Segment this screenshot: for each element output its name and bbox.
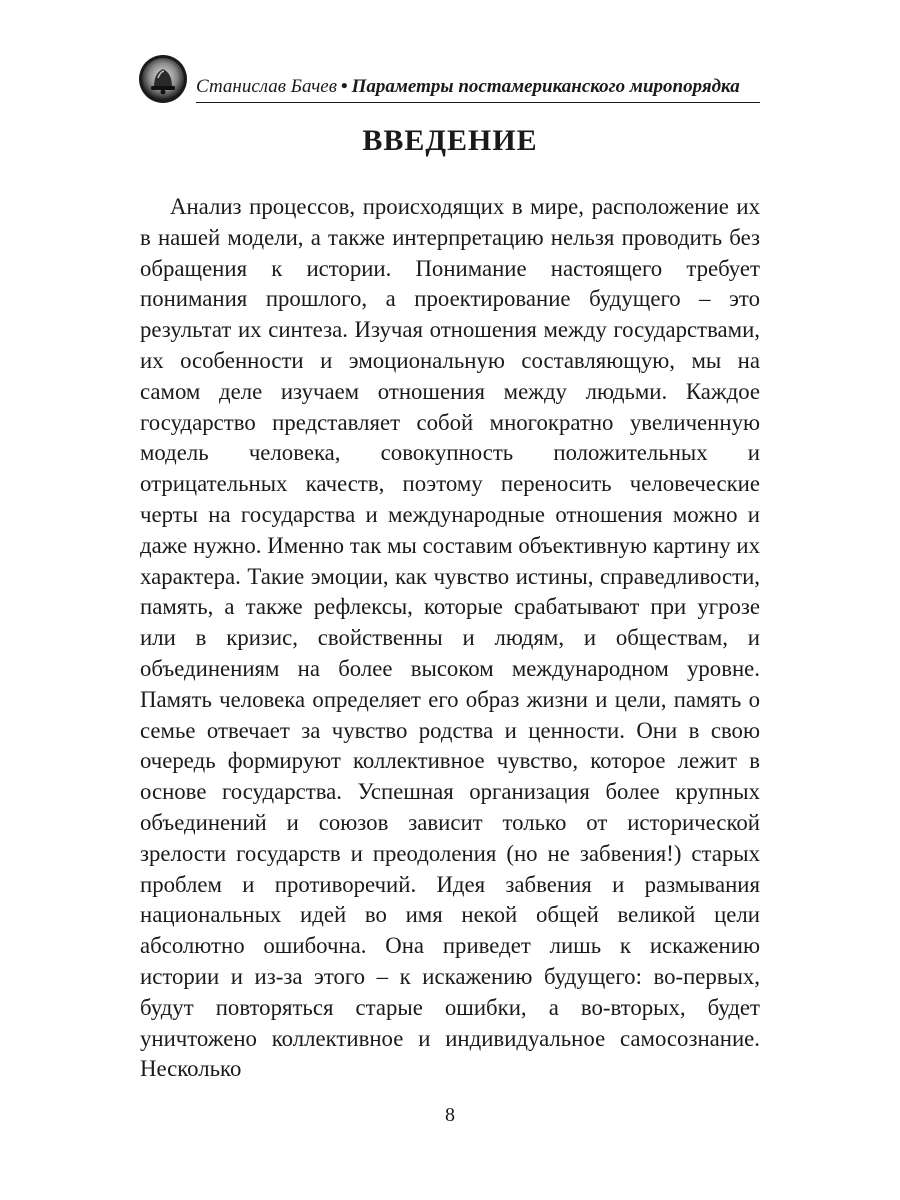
header-author: Станислав Бачев [196, 76, 337, 97]
chapter-title: ВВЕДЕНИЕ [362, 124, 538, 157]
header-rule [196, 102, 760, 103]
bell-logo-icon [138, 54, 188, 104]
running-header [138, 54, 760, 104]
page-number: 8 [445, 1104, 455, 1126]
header-text [196, 76, 758, 98]
header-book-title: Параметры постамериканского миропорядка [351, 76, 740, 97]
header-separator: • [340, 76, 348, 97]
body-paragraph: Анализ процессов, происходящих в мире, расположение их в нашей модели, а также интерпретацию нельзя проводить без обращения к истории. Понимание настоящего требует понимания прошлого, а проектирование будущего – это результат их синтеза. Изучая отношения между государствами, их особенности и эмоциональную составляющую, мы на самом деле изучаем отношения между людьми. Каждое государство представляет собой многократно увеличенную модель человека, совокупность положительных и отрицательных качеств, поэтому переносить человеческие черты на государства и международные отношения можно и даже нужно. Именно так мы составим объективную картину их характера. Такие эмоции, как чувство истины, справедливости, память, а также рефлексы, которые срабатывают при угрозе или в кризис, свойственны и людям, и обществам, и объединениям на более высоком международном уровне. Память человека определяет его образ жизни и цели, память о семье отвечает за чувство родства и ценности. Они в свою очередь формируют коллективное чувство, которое лежит в основе государства. Успешная организация более крупных объединений и союзов зависит только от исторической зрелости государств и преодоления (но не забвения!) старых проблем и противоречий. Идея забвения и размывания национальных идей во имя некой общей великой цели абсолютно ошибочна. Она приведет лишь к искажению истории и из-за этого – к искажению будущего: во-первых, будут повторяться старые ошибки, а во-вторых, будет уничтожено коллективное и индивидуальное самосознание. Несколько [140, 194, 760, 1082]
